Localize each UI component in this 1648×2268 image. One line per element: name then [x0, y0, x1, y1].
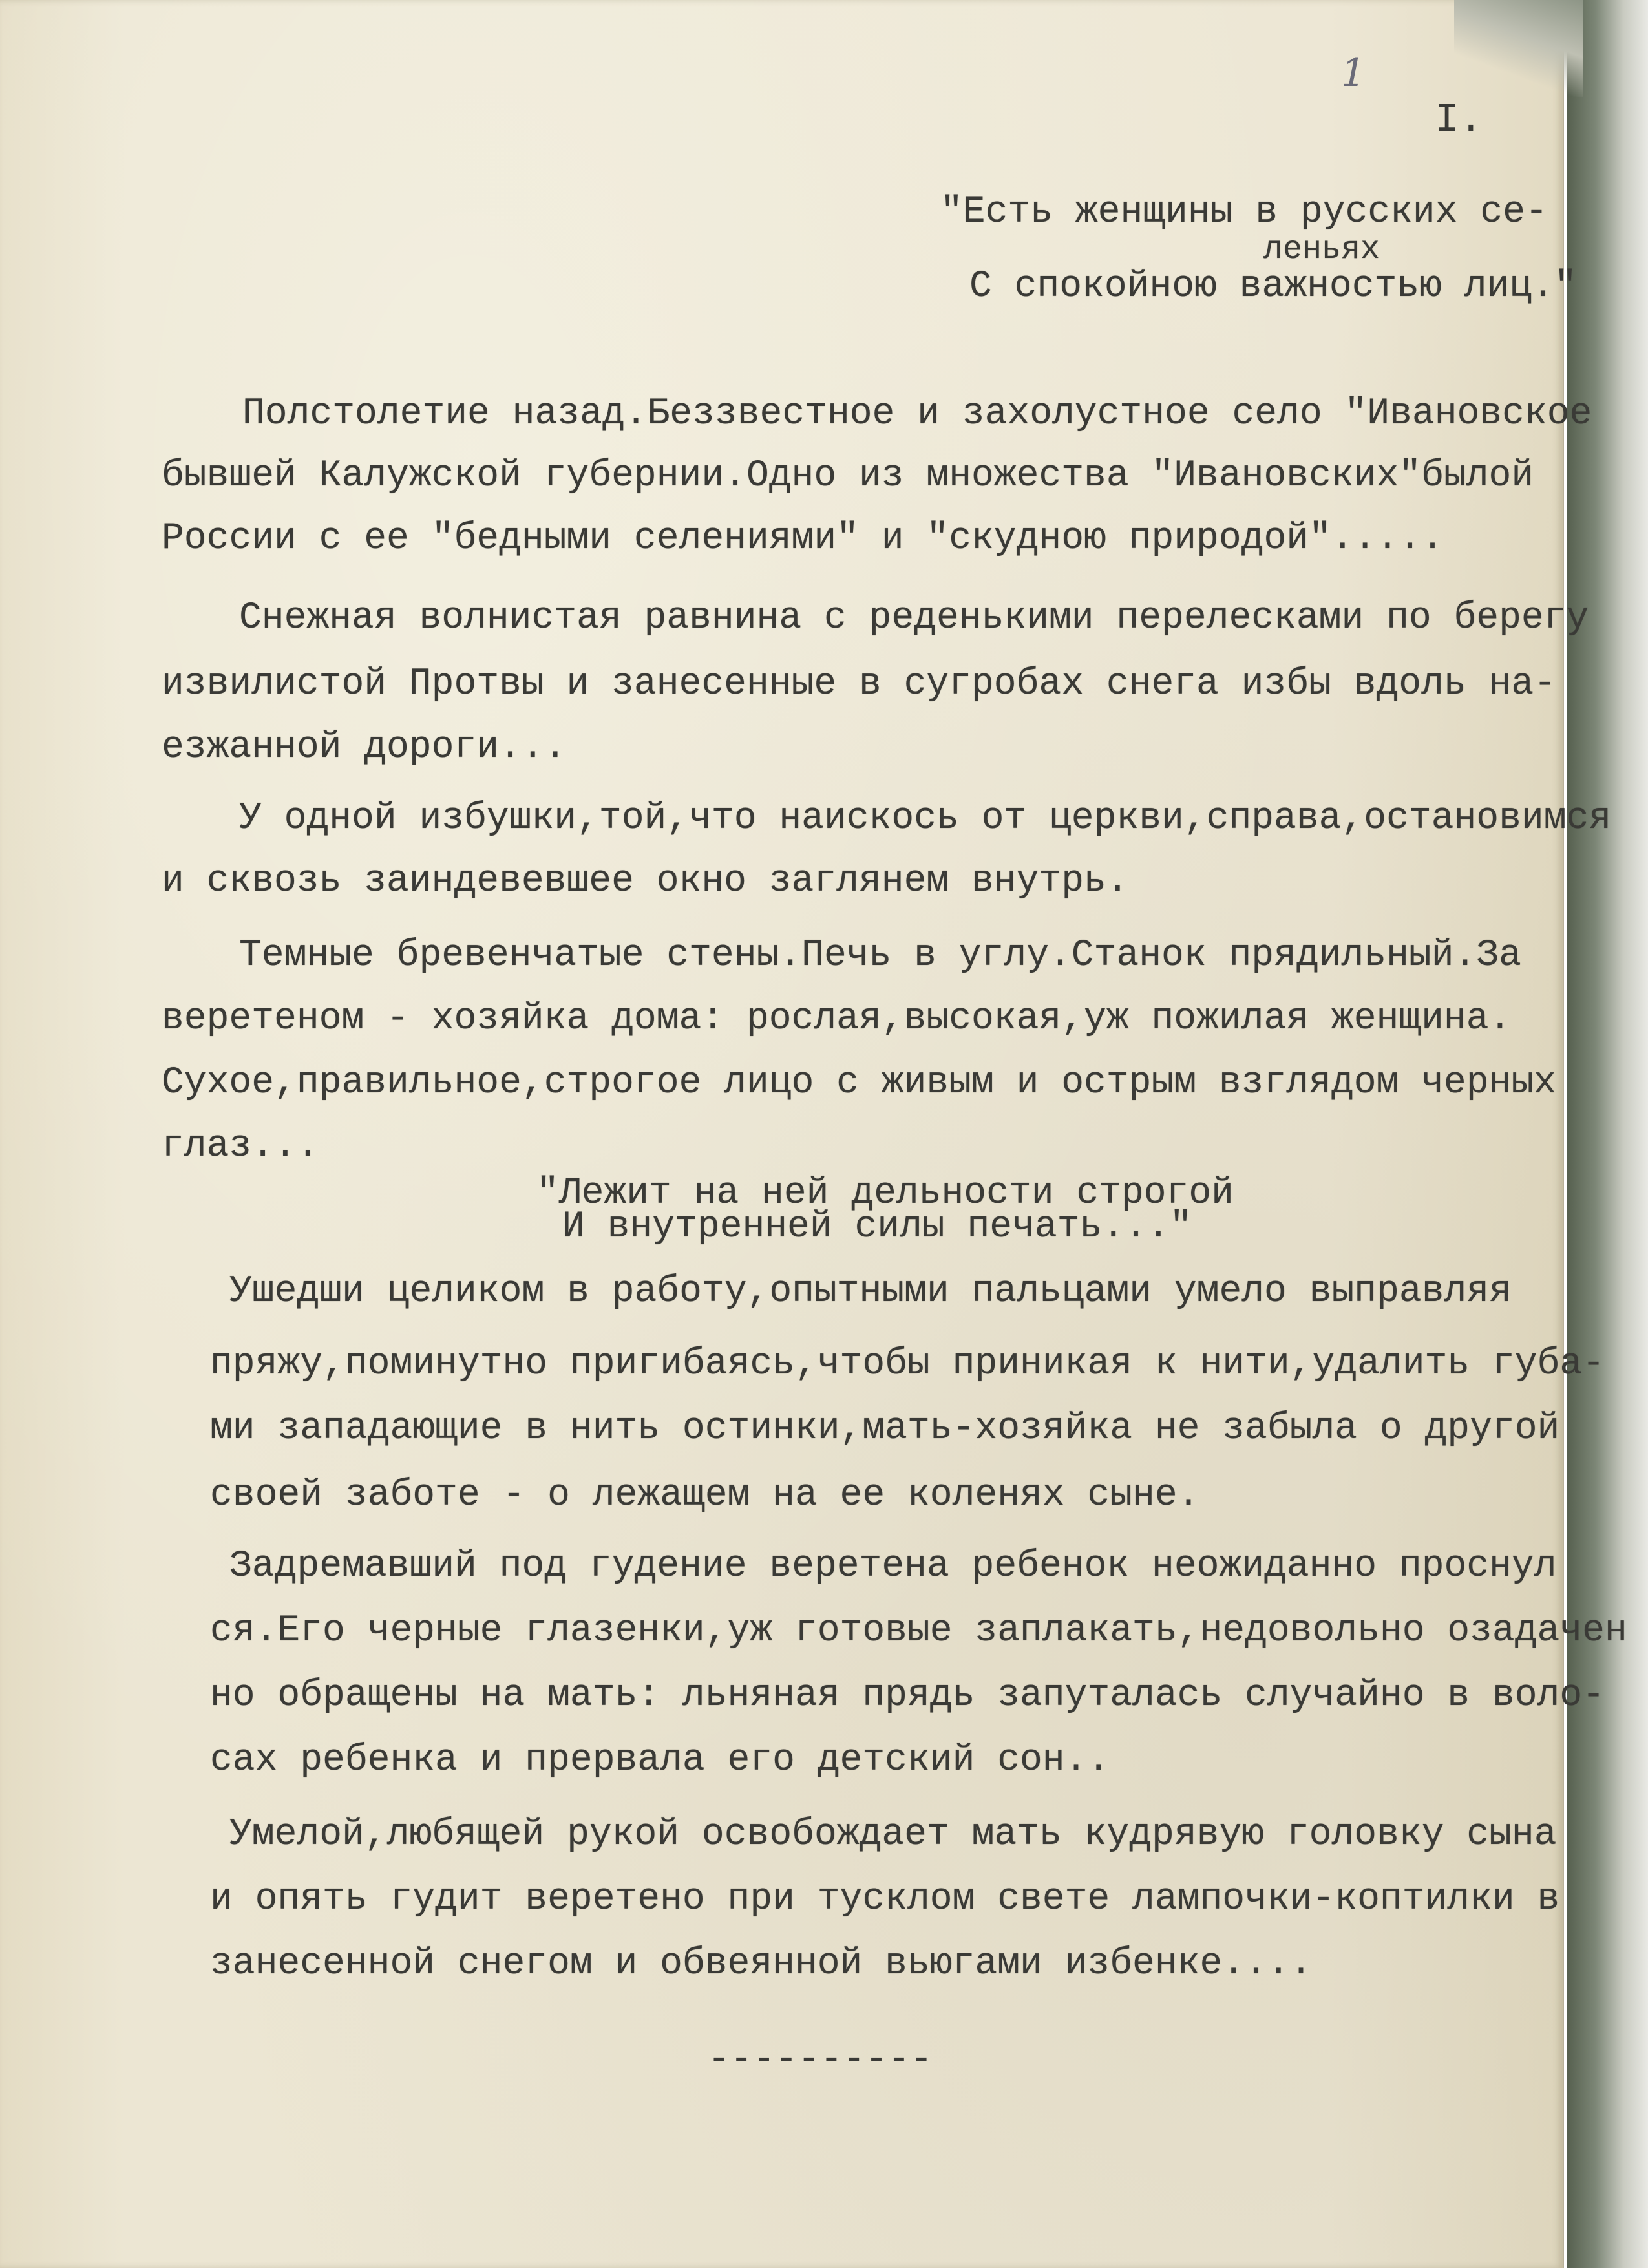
text-line-6: езжанной дороги... [162, 726, 567, 768]
text-line-18: ся.Его черные глазенки,уж готовые заплакать,недовольно озадачен [210, 1610, 1627, 1652]
text-line-19: но обращены на мать: льняная прядь запуталась случайно в воло- [210, 1675, 1605, 1717]
text-line-8: и сквозь заиндевевшее окно заглянем внутрь. [162, 860, 1129, 902]
text-line-5: извилистой Протвы и занесенные в сугробах снега избы вдоль на- [162, 663, 1556, 705]
epigraph-line-2: леньях [1263, 231, 1380, 268]
text-line-10: веретеном - хозяйка дома: рослая,высокая,уж пожилая женщина. [162, 998, 1512, 1040]
text-line-2: бывшей Калужской губернии.Одно из множества "Ивановских"былой [162, 455, 1534, 497]
text-line-11: Сухое,правильное,строгое лицо с живым и острым взглядом черных [162, 1062, 1556, 1104]
text-line-22: и опять гудит веретено при тусклом свете лампочки-коптилки в [210, 1878, 1560, 1920]
text-line-16: своей заботе - о лежащем на ее коленях сыне. [210, 1474, 1200, 1516]
section-divider: ---------- [708, 2039, 933, 2081]
text-line-21: Умелой,любящей рукой освобождает мать кудрявую головку сына [229, 1814, 1557, 1856]
text-line-15: ми западающие в нить остинки,мать-хозяйка не забыла о другой [210, 1408, 1560, 1450]
page-number: I. [1435, 97, 1483, 143]
text-line-13: Ушедши целиком в работу,опытными пальцами умело выправляя [229, 1271, 1512, 1313]
text-line-12: глаз... [162, 1125, 319, 1167]
text-line-14: пряжу,поминутно пригибаясь,чтобы приникая к нити,удалить губа- [210, 1343, 1605, 1385]
text-line-3: России с ее "бедными селениями" и "скудною природой"..... [162, 518, 1444, 560]
text-line-9: Темные бревенчатые стены.Печь в углу.Станок прядильный.За [239, 935, 1521, 977]
epigraph-line-3: С спокойною важностью лиц." [969, 266, 1577, 308]
text-line-17: Задремавший под гудение веретена ребенок неожиданно проснул [229, 1545, 1557, 1587]
text-line-20: сах ребенка и прервала его детский сон.. [210, 1739, 1110, 1781]
text-line-23: занесенной снегом и обвеянной вьюгами избенке.... [210, 1943, 1313, 1985]
text-line-1: Полстолетие назад.Беззвестное и захолустное село "Ивановское [242, 393, 1592, 435]
folded-corner [1454, 0, 1583, 97]
text-line-4: Снежная волнистая равнина с реденькими перелесками по берегу [239, 597, 1589, 639]
text-line-7: У одной избушки,той,что наискось от церкви,справа,остановимся [239, 798, 1612, 840]
pencil-page-number: 1 [1341, 50, 1366, 96]
quote-line-2: И внутренней силы печать..." [562, 1206, 1192, 1248]
epigraph-line-1: "Есть женщины в русских се- [940, 191, 1548, 233]
scan-background-edge [1567, 0, 1648, 2268]
quote-line-1: "Лежит на ней дельности строгой [536, 1172, 1234, 1214]
